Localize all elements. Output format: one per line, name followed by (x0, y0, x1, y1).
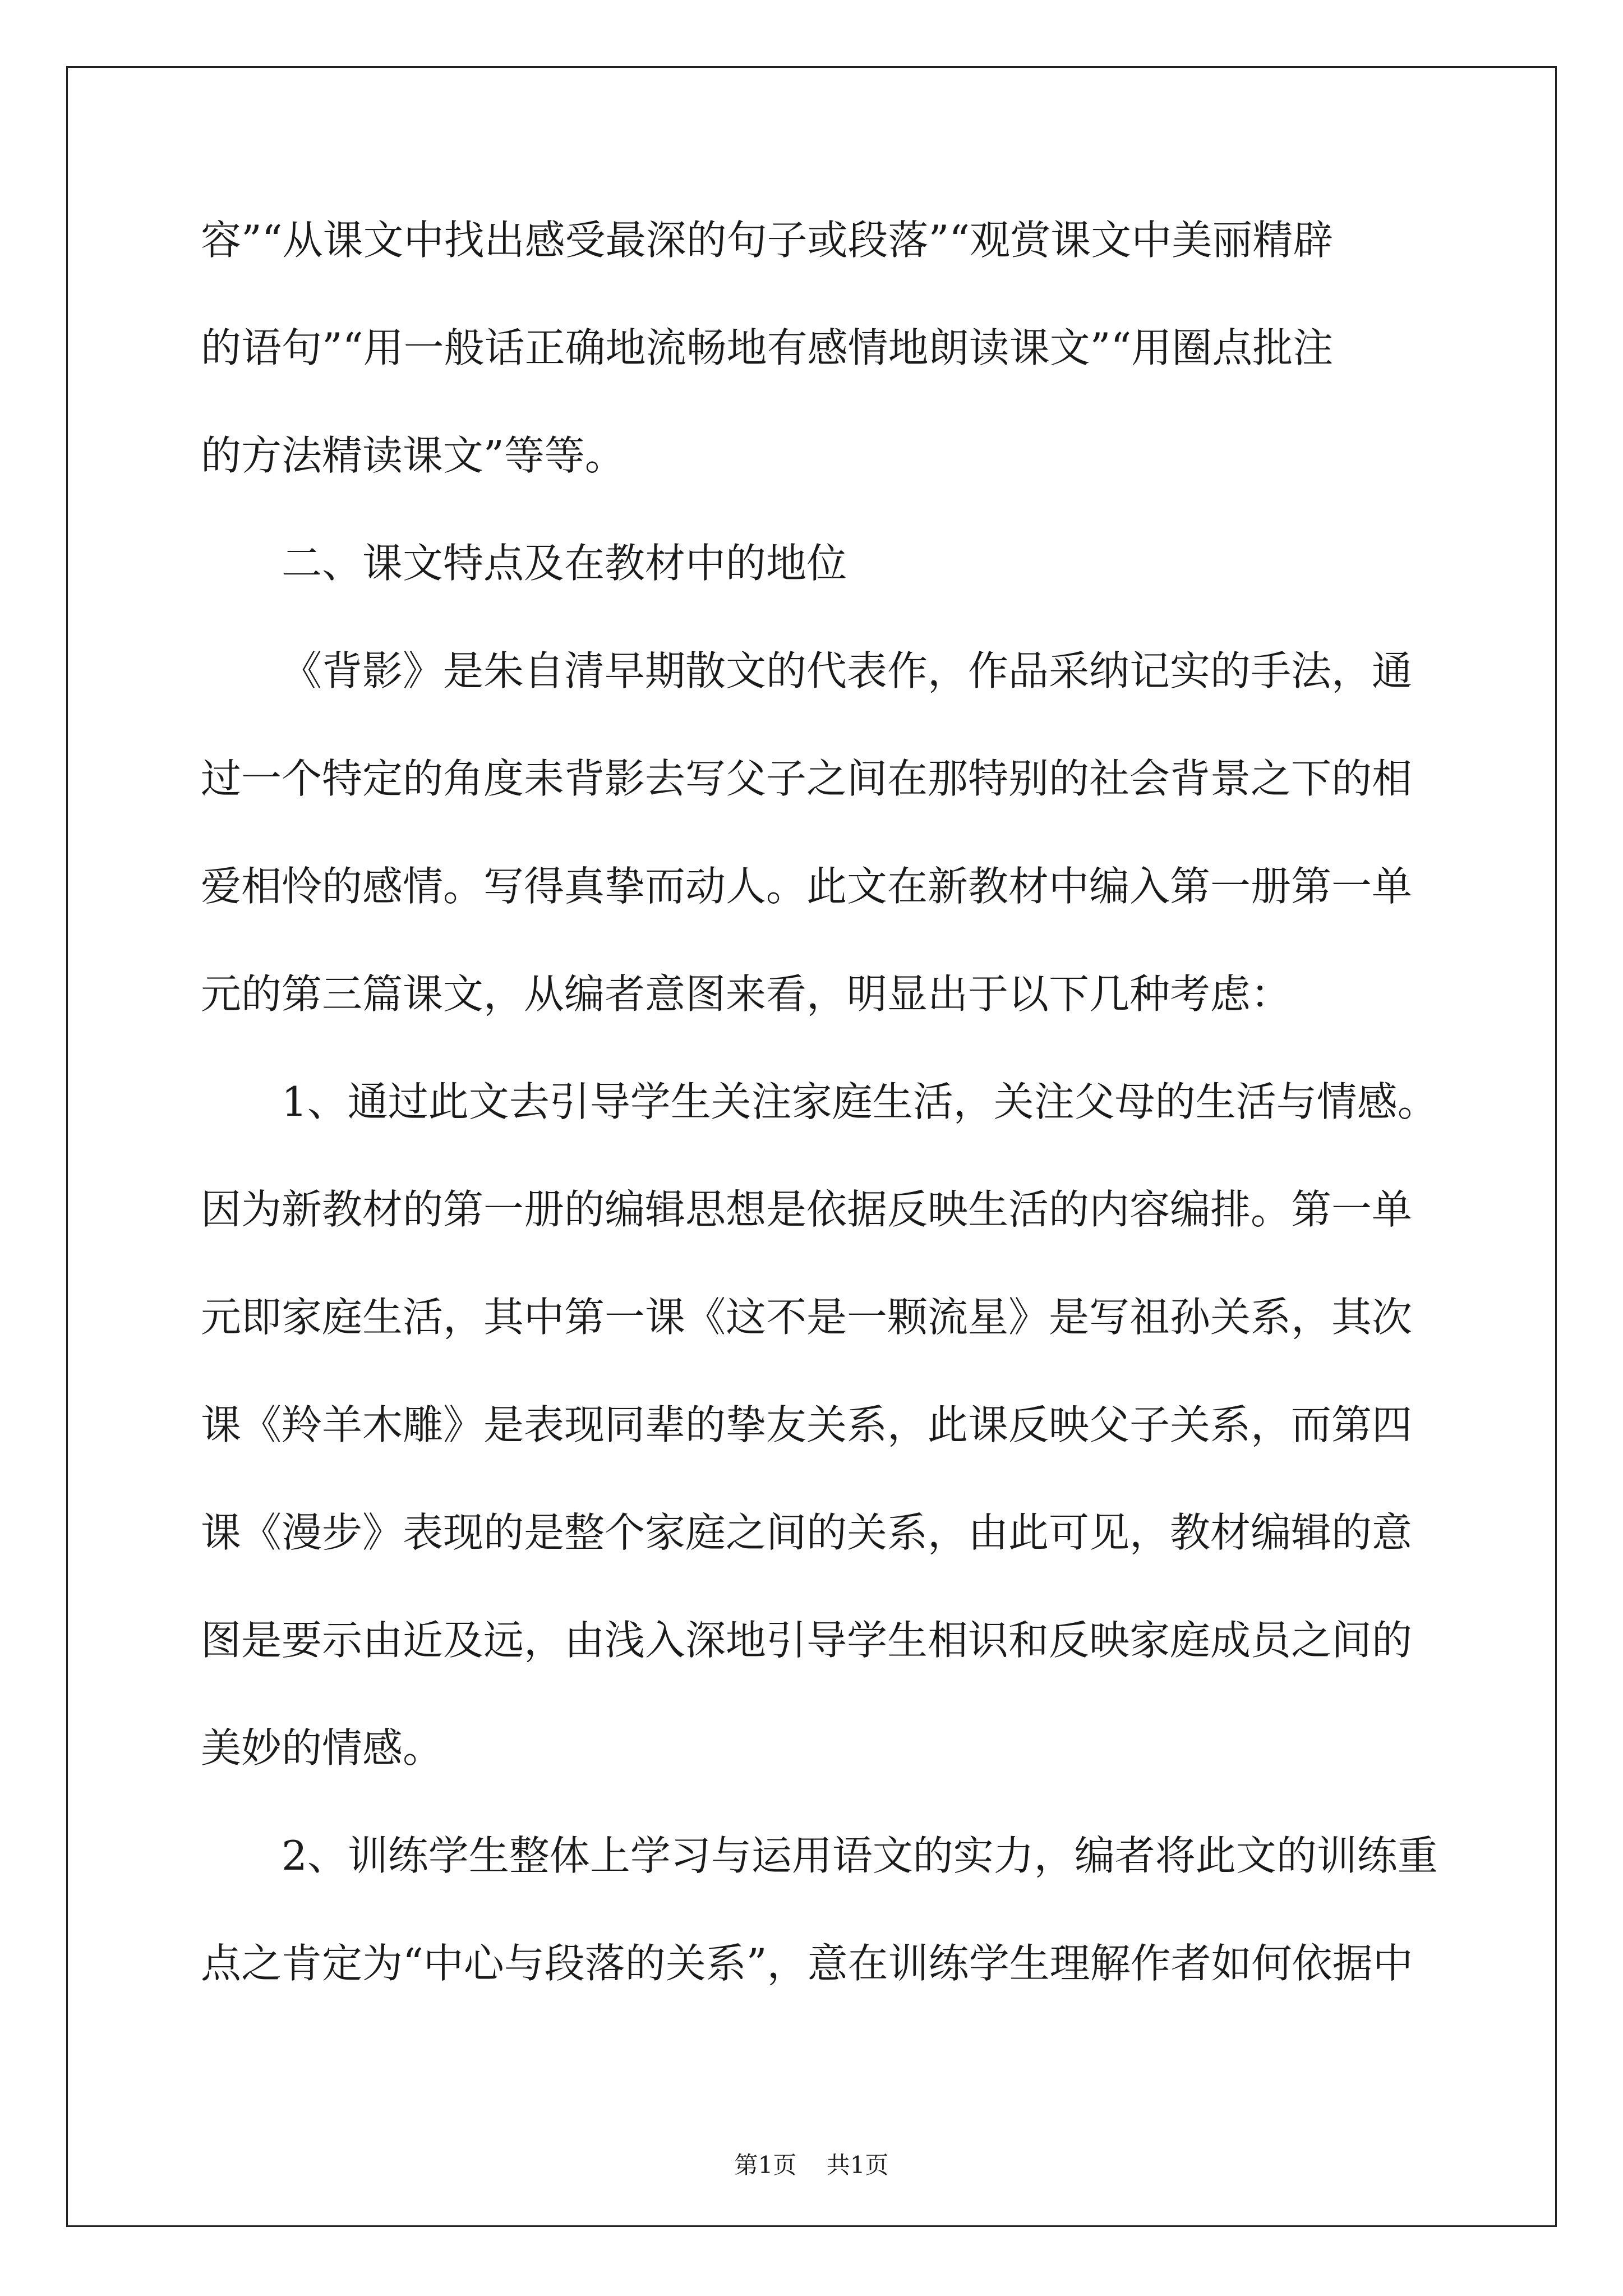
text-line: 《背影》是朱自清早期散文的代表作，作品采纳记实的手法，通 (282, 647, 1413, 694)
page-total: 共1页 (826, 2151, 889, 2179)
text-line: 图是要示由近及远，由浅入深地引导学生相识和反映家庭成员之间的 (201, 1617, 1413, 1664)
text-line: 1、通过此文去引导学生关注家庭生活，关注父母的生活与情感。 (282, 1078, 1438, 1125)
text-line: 课《羚羊木雕》是表现同辈的挚友关系，此课反映父子关系，而第四 (201, 1401, 1413, 1448)
text-line: 的语句”“用一般话正确地流畅地有感情地朗读课文”“用圈点批注 (201, 324, 1334, 371)
page-footer (0, 2150, 1623, 2181)
text-line: 元即家庭生活，其中第一课《这不是一颗流星》是写祖孙关系，其次 (201, 1294, 1413, 1341)
section-heading: 二、课文特点及在教材中的地位 (282, 540, 847, 587)
text-line: 美妙的情感。 (201, 1724, 444, 1772)
text-line: 的方法精读课文”等等。 (201, 432, 625, 479)
text-line: 爱相怜的感情。写得真挚而动人。此文在新教材中编入第一册第一单 (201, 863, 1413, 910)
page-number: 第1页 (734, 2151, 797, 2179)
text-line: 课《漫步》表现的是整个家庭之间的关系，由此可见，教材编辑的意 (201, 1509, 1413, 1556)
text-line: 元的第三篇课文，从编者意图来看，明显出于以下几种考虑： (201, 970, 1292, 1018)
text-line: 2、训练学生整体上学习与运用语文的实力，编者将此文的训练重 (282, 1832, 1438, 1879)
text-line: 容”“从课文中找出感受最深的句子或段落”“观赏课文中美丽精辟 (201, 217, 1334, 264)
text-line: 过一个特定的角度耒背影去写父子之间在那特别的社会背景之下的相 (201, 755, 1413, 802)
text-line: 点之肯定为“中心与段落的关系”，意在训练学生理解作者如何依据中 (201, 1940, 1413, 1987)
document-body (201, 213, 1440, 2044)
text-line: 因为新教材的第一册的编辑思想是依据反映生活的内容编排。第一单 (201, 1186, 1413, 1233)
